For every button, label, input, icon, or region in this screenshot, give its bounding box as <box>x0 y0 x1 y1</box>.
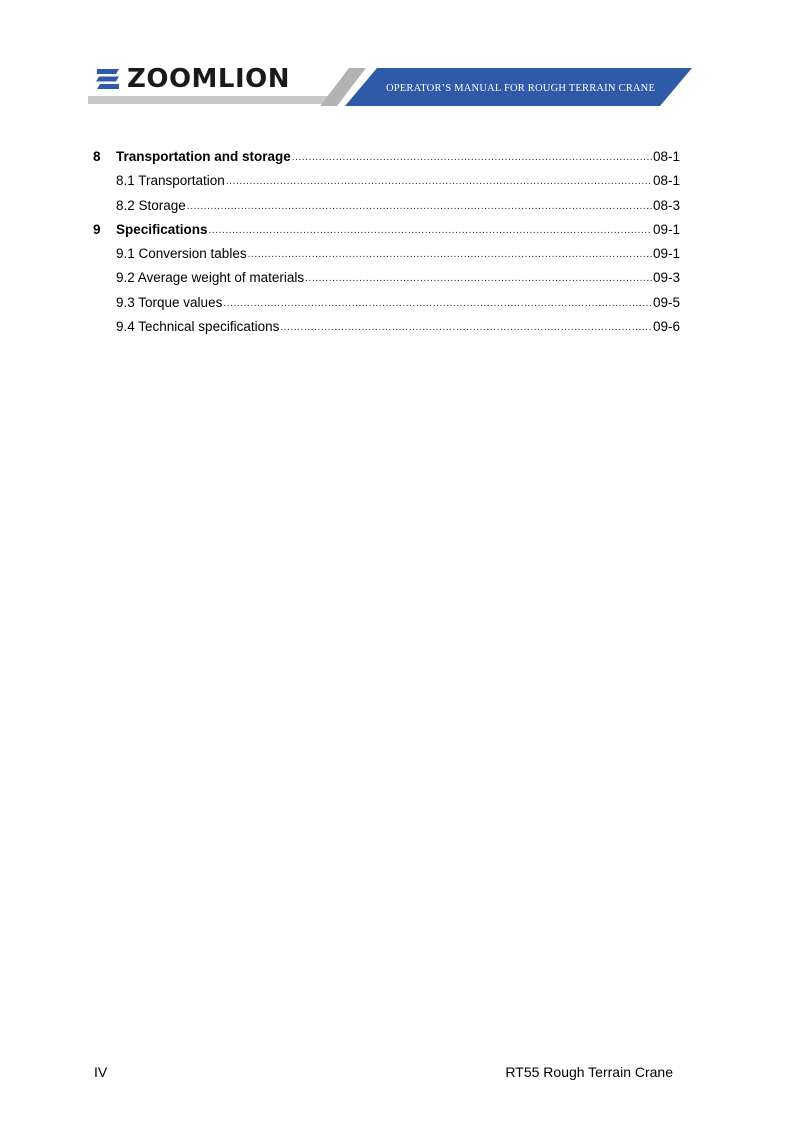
toc-dot-leader <box>292 148 652 163</box>
toc-section-title: Specifications <box>116 221 208 237</box>
toc-item-9-3[interactable] <box>93 295 680 319</box>
toc-dot-leader <box>280 318 652 333</box>
toc-item-8-1[interactable] <box>93 173 680 197</box>
toc-section-8[interactable] <box>93 149 680 173</box>
toc-section-9[interactable] <box>93 222 680 246</box>
manual-title: OPERATOR’S MANUAL FOR ROUGH TERRAIN CRANE <box>386 83 656 94</box>
toc-section-number: 8 <box>93 149 101 164</box>
toc-item-9-1[interactable] <box>93 246 680 270</box>
toc-page-number: 09-1 <box>652 221 680 237</box>
toc-item-9-4[interactable] <box>93 319 680 343</box>
toc-page-number: 08-1 <box>652 149 680 164</box>
toc-page-number: 09-6 <box>652 319 680 335</box>
zoomlion-logo-mark-icon <box>95 66 121 92</box>
logo-text: ZOOMLION <box>127 64 291 94</box>
table-of-contents <box>93 149 680 343</box>
toc-item-title: 9.2 Average weight of materials <box>116 270 305 286</box>
page-header <box>0 0 793 120</box>
toc-item-9-2[interactable] <box>93 270 680 294</box>
toc-item-title: 9.1 Conversion tables <box>116 246 247 262</box>
toc-page-number: 08-3 <box>652 197 680 213</box>
toc-item-title: 9.3 Torque values <box>116 294 223 310</box>
footer-model: RT55 Rough Terrain Crane <box>505 1064 673 1080</box>
toc-page-number: 08-1 <box>652 173 680 189</box>
toc-dot-leader <box>223 294 652 309</box>
toc-item-title: 8.1 Transportation <box>116 173 225 189</box>
header-band-graphic <box>0 0 793 120</box>
toc-dot-leader <box>248 245 652 260</box>
toc-dot-leader <box>305 269 652 284</box>
toc-dot-leader <box>209 221 652 236</box>
toc-dot-leader <box>226 172 652 187</box>
toc-page-number: 09-5 <box>652 294 680 310</box>
toc-dot-leader <box>187 197 652 212</box>
toc-page-number: 09-3 <box>652 270 680 286</box>
toc-item-title: 9.4 Technical specifications <box>116 319 280 335</box>
toc-section-number: 9 <box>93 221 101 237</box>
toc-section-title: Transportation and storage <box>116 149 291 164</box>
footer-page-label: IV <box>94 1064 108 1080</box>
toc-item-8-2[interactable] <box>93 198 680 222</box>
toc-page-number: 09-1 <box>652 246 680 262</box>
toc-item-title: 8.2 Storage <box>116 197 186 213</box>
zoomlion-logo <box>95 64 290 94</box>
